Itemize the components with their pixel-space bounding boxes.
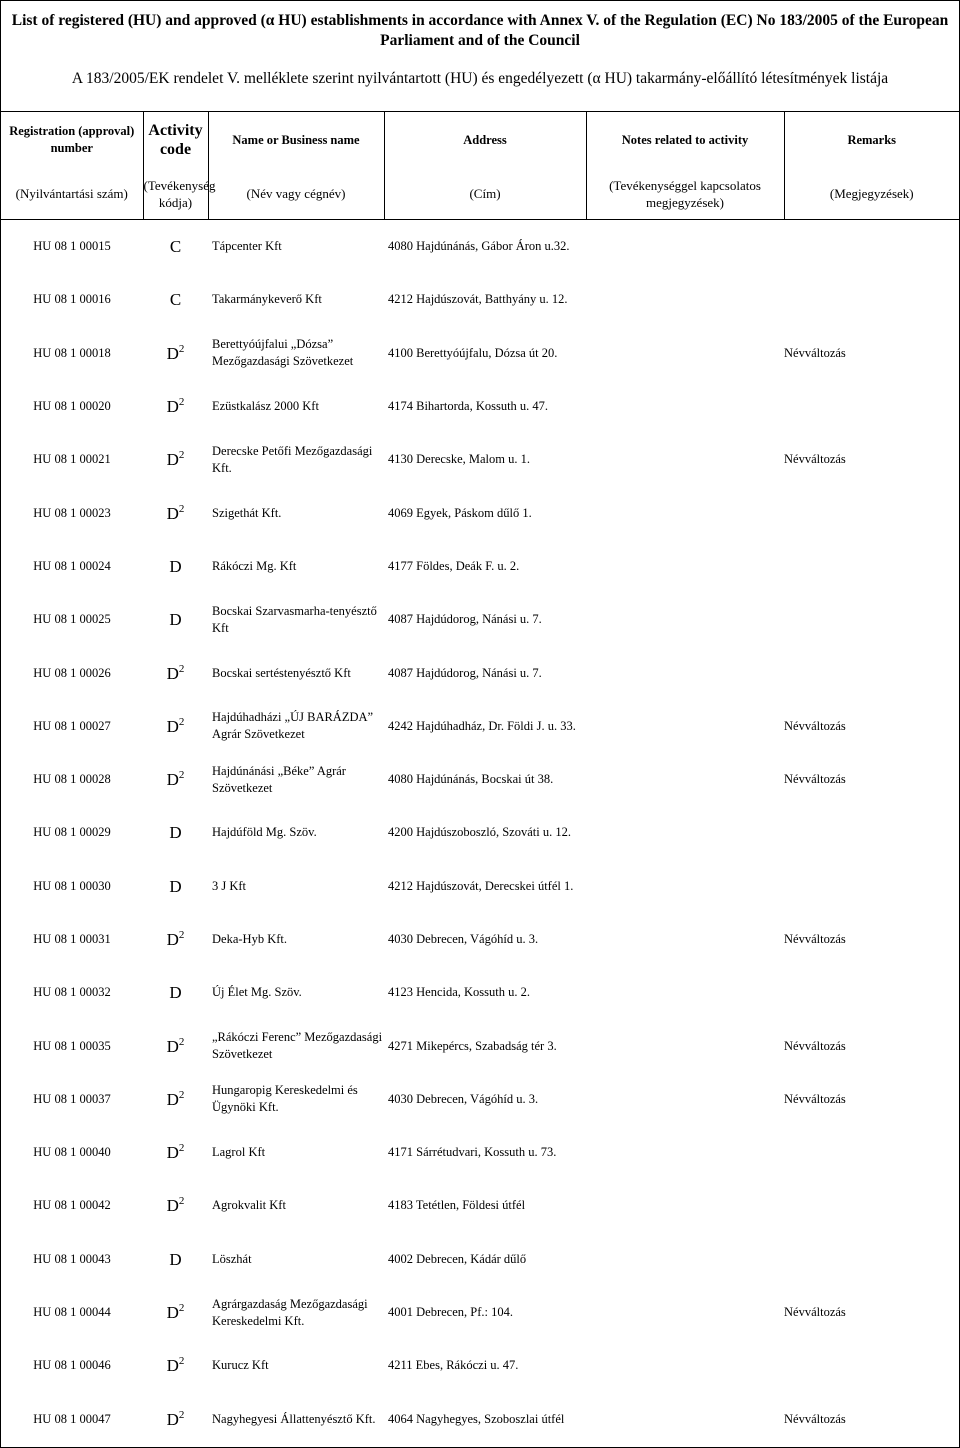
- remark: [784, 1126, 959, 1179]
- activity-code: [143, 1126, 208, 1179]
- table-row: [1, 540, 959, 593]
- remark: Névváltozás: [784, 772, 846, 787]
- activity-notes: [586, 860, 784, 913]
- remark: Névváltozás: [784, 452, 846, 467]
- activity-code-letter: D: [166, 1303, 179, 1323]
- activity-notes: [586, 1393, 784, 1446]
- remark: Névváltozás: [784, 718, 846, 733]
- address: 4069 Egyek, Páskom dűlő 1.: [388, 505, 532, 520]
- activity-code-letter: D: [166, 1196, 179, 1216]
- activity-code-letter: D: [169, 610, 182, 630]
- activity-notes: [586, 273, 784, 326]
- registration-number: HU 08 1 00023: [33, 505, 111, 520]
- activity-code: [143, 700, 208, 753]
- activity-code: [143, 1073, 208, 1126]
- remark: [784, 486, 959, 539]
- activity-code-superscript: 2: [178, 1088, 185, 1101]
- business-name: Kurucz Kft: [212, 1358, 269, 1373]
- col-subheader-remarks: (Megjegyzések): [784, 168, 959, 220]
- business-name: Lagrol Kft: [212, 1145, 266, 1160]
- address: 4001 Debrecen, Pf.: 104.: [388, 1305, 513, 1320]
- title-english: List of registered (HU) and approved (α HU) establishments in accordance with Annex V. of the Regulation (EC) No 183/2005 of the European Parliament and of the Council: [11, 12, 949, 49]
- activity-notes: [586, 1339, 784, 1392]
- activity-code-letter: D: [166, 450, 179, 470]
- registration-number: HU 08 1 00044: [33, 1305, 111, 1320]
- table-row: [1, 753, 959, 806]
- table-row: [1, 1233, 959, 1286]
- title-block: [1, 1, 959, 112]
- address: 4212 Hajdúszovát, Batthyány u. 12.: [388, 292, 568, 307]
- business-name: 3 J Kft: [212, 878, 247, 893]
- activity-code-letter: D: [169, 876, 182, 896]
- address: 4174 Bihartorda, Kossuth u. 47.: [388, 399, 549, 414]
- registration-number: HU 08 1 00025: [33, 612, 111, 627]
- activity-code-letter: D: [166, 1356, 179, 1376]
- registration-number: HU 08 1 00027: [33, 718, 111, 733]
- table-row: [1, 1286, 959, 1339]
- activity-code: [143, 327, 208, 380]
- col-header-registration: Registration (approval) number: [1, 112, 143, 168]
- registration-number: HU 08 1 00024: [33, 558, 111, 573]
- registration-number: HU 08 1 00015: [33, 239, 111, 254]
- activity-notes: [586, 486, 784, 539]
- business-name: Berettyóújfalui „Dózsa” Mezőgazdasági Szövetkezet: [212, 337, 354, 369]
- registration-number: HU 08 1 00037: [33, 1091, 111, 1106]
- activity-code-letter: D: [166, 1089, 179, 1109]
- activity-notes: [586, 540, 784, 593]
- business-name: Hajdúnánási „Béke” Agrár Szövetkezet: [212, 763, 346, 795]
- remark: [784, 860, 959, 913]
- remark: [784, 806, 959, 859]
- activity-notes: [586, 380, 784, 433]
- activity-code-superscript: 2: [178, 662, 185, 675]
- address: 4183 Tetétlen, Földesi útfél: [388, 1198, 526, 1213]
- business-name: Rákóczi Mg. Kft: [212, 558, 297, 573]
- activity-code: [143, 540, 208, 593]
- table-row: [1, 327, 959, 380]
- col-subheader-notes: (Tevékenységgel kapcsolatos megjegyzések): [586, 168, 784, 220]
- col-subheader-name: (Név vagy cégnév): [208, 168, 384, 220]
- address: 4211 Ebes, Rákóczi u. 47.: [388, 1358, 519, 1373]
- activity-notes: [586, 220, 784, 274]
- business-name: Bocskai Szarvasmarha-tenyésztő Kft: [212, 603, 377, 635]
- activity-code-superscript: 2: [178, 1302, 185, 1315]
- activity-code: [143, 1393, 208, 1446]
- table-row: [1, 806, 959, 859]
- activity-code-letter: C: [169, 290, 182, 310]
- activity-notes: [586, 1179, 784, 1232]
- activity-code: [143, 860, 208, 913]
- address: 4030 Debrecen, Vágóhíd u. 3.: [388, 1091, 539, 1106]
- remark: [784, 220, 959, 274]
- activity-notes: [586, 327, 784, 380]
- business-name: Szigethát Kft.: [212, 505, 282, 520]
- business-name: Nagyhegyesi Állattenyésztő Kft.: [212, 1411, 376, 1426]
- title-hungarian: A 183/2005/EK rendelet V. melléklete szerint nyilvántartott (HU) és engedélyezett (α HU) takarmány-előállító létesítmények listája: [71, 70, 889, 87]
- activity-code-letter: D: [166, 343, 179, 363]
- business-name: Hungaropig Kereskedelmi és Ügynöki Kft.: [212, 1083, 358, 1115]
- activity-code-letter: D: [166, 930, 179, 949]
- remark: [784, 1339, 959, 1392]
- activity-code-letter: D: [166, 716, 179, 736]
- remark: Névváltozás: [784, 1305, 846, 1320]
- activity-notes: [586, 806, 784, 859]
- activity-code: [143, 593, 208, 646]
- table-row: [1, 700, 959, 753]
- business-name: Hajdúföld Mg. Szöv.: [212, 825, 317, 840]
- table-row: [1, 433, 959, 486]
- table-row: [1, 1393, 959, 1446]
- registration-number: HU 08 1 00031: [33, 932, 111, 946]
- activity-code-letter: D: [169, 983, 182, 1003]
- activity-notes: [586, 913, 784, 966]
- activity-notes: [586, 1073, 784, 1126]
- activity-notes: [586, 1019, 784, 1072]
- table-row: [1, 486, 959, 539]
- activity-code-letter: D: [166, 503, 179, 523]
- table-row: [1, 1339, 959, 1392]
- table-row: [1, 220, 959, 274]
- registration-number: HU 08 1 00047: [33, 1411, 111, 1426]
- activity-code: [143, 1339, 208, 1392]
- table-row: [1, 593, 959, 646]
- col-header-remarks: Remarks: [847, 132, 897, 147]
- address: 4080 Hajdúnánás, Bocskai út 38.: [388, 772, 554, 787]
- activity-code-letter: D: [166, 1036, 179, 1056]
- activity-code: [143, 806, 208, 859]
- activity-code-letter: D: [166, 770, 179, 790]
- col-header-activity: Activity code: [143, 112, 208, 168]
- remark: [784, 273, 959, 326]
- remark: [784, 966, 959, 1019]
- establishments-table: [1, 112, 959, 1446]
- activity-code-superscript: 2: [178, 1195, 185, 1208]
- business-name: Derecske Petőfi Mezőgazdasági Kft.: [212, 443, 373, 475]
- business-name: Takarmánykeverő Kft: [212, 292, 322, 307]
- registration-number: HU 08 1 00018: [33, 345, 111, 360]
- col-subheader-address: (Cím): [384, 168, 586, 220]
- address: 4200 Hajdúszoboszló, Szováti u. 12.: [388, 825, 571, 840]
- address: 4271 Mikepércs, Szabadság tér 3.: [388, 1038, 557, 1053]
- address: 4064 Nagyhegyes, Szoboszlai útfél: [388, 1411, 565, 1426]
- activity-code-superscript: 2: [178, 342, 185, 355]
- activity-code: [143, 1179, 208, 1232]
- address: 4030 Debrecen, Vágóhíd u. 3.: [388, 932, 539, 946]
- table-row: [1, 860, 959, 913]
- activity-code-superscript: 2: [178, 1408, 185, 1421]
- table-row: [1, 646, 959, 699]
- activity-code: [143, 1019, 208, 1072]
- business-name: Deka-Hyb Kft.: [212, 932, 287, 946]
- activity-notes: [586, 1126, 784, 1179]
- activity-code-letter: D: [166, 1409, 179, 1429]
- registration-number: HU 08 1 00030: [33, 878, 111, 893]
- activity-notes: [586, 646, 784, 699]
- activity-code-superscript: 2: [178, 715, 185, 728]
- activity-code: [143, 753, 208, 806]
- address: 4087 Hajdúdorog, Nánási u. 7.: [388, 612, 542, 627]
- address: 4087 Hajdúdorog, Nánási u. 7.: [388, 665, 542, 680]
- table-row: [1, 1073, 959, 1126]
- business-name: Tápcenter Kft: [212, 239, 282, 254]
- business-name: Löszhát: [212, 1251, 252, 1266]
- remark: Névváltozás: [784, 932, 846, 946]
- activity-notes: [586, 753, 784, 806]
- table-row: [1, 380, 959, 433]
- table-body: [1, 220, 959, 1446]
- activity-code-letter: D: [166, 1143, 179, 1163]
- remark: Névváltozás: [784, 1038, 846, 1053]
- address: 4123 Hencida, Kossuth u. 2.: [388, 985, 530, 1000]
- col-header-address: Address: [384, 112, 586, 168]
- address: 4100 Berettyóújfalu, Dózsa út 20.: [388, 345, 558, 360]
- activity-code-superscript: 2: [178, 1355, 185, 1368]
- col-subheader-registration: (Nyilvántartási szám): [1, 168, 143, 220]
- remark: [784, 646, 959, 699]
- activity-code: [143, 1286, 208, 1339]
- activity-code-superscript: 2: [178, 929, 185, 941]
- business-name: Bocskai sertéstenyésztő Kft: [212, 665, 351, 680]
- remark: Névváltozás: [784, 1411, 846, 1426]
- activity-code-letter: D: [169, 1249, 182, 1269]
- activity-code-superscript: 2: [178, 1142, 185, 1155]
- activity-code-superscript: 2: [178, 502, 185, 515]
- activity-notes: [586, 1233, 784, 1286]
- remark: Névváltozás: [784, 345, 846, 360]
- header-row-english: [1, 112, 959, 168]
- remark: [784, 1233, 959, 1286]
- registration-number: HU 08 1 00028: [33, 772, 111, 787]
- activity-code-letter: D: [169, 823, 182, 843]
- activity-code-superscript: 2: [178, 449, 185, 462]
- activity-code-letter: D: [166, 397, 179, 417]
- table-row: [1, 1019, 959, 1072]
- remark: [784, 540, 959, 593]
- registration-number: HU 08 1 00026: [33, 665, 111, 680]
- business-name: Ezüstkalász 2000 Kft: [212, 399, 319, 414]
- activity-code-superscript: 2: [178, 396, 185, 409]
- table-row: [1, 273, 959, 326]
- col-header-notes: Notes related to activity: [586, 112, 784, 168]
- activity-code: [143, 273, 208, 326]
- activity-code-superscript: 2: [178, 769, 185, 782]
- address: 4177 Földes, Deák F. u. 2.: [388, 558, 520, 573]
- address: 4242 Hajdúhadház, Dr. Földi J. u. 33.: [388, 718, 576, 733]
- remark: [784, 593, 959, 646]
- activity-notes: [586, 966, 784, 1019]
- activity-code: [143, 486, 208, 539]
- activity-notes: [586, 433, 784, 486]
- registration-number: HU 08 1 00020: [33, 399, 111, 414]
- col-subheader-activity: (Tevékenység kódja): [143, 168, 208, 220]
- col-header-name: Name or Business name: [208, 112, 384, 168]
- header-row-hungarian: [1, 168, 959, 220]
- activity-code: [143, 966, 208, 1019]
- address: 4130 Derecske, Malom u. 1.: [388, 452, 530, 467]
- remark: [784, 380, 959, 433]
- activity-code: [143, 433, 208, 486]
- registration-number: HU 08 1 00040: [33, 1145, 111, 1160]
- registration-number: HU 08 1 00032: [33, 985, 111, 1000]
- registration-number: HU 08 1 00046: [33, 1358, 111, 1373]
- registration-number: HU 08 1 00021: [33, 452, 111, 467]
- activity-code-letter: C: [169, 237, 182, 257]
- activity-code: [143, 220, 208, 274]
- registration-number: HU 08 1 00016: [33, 292, 111, 307]
- business-name: Agrokvalit Kft: [212, 1198, 286, 1213]
- table-row: [1, 913, 959, 966]
- activity-code-superscript: 2: [178, 1035, 185, 1048]
- activity-code: [143, 913, 208, 966]
- remark: Névváltozás: [784, 1091, 846, 1106]
- business-name: Agrárgazdaság Mezőgazdasági Kereskedelmi Kft.: [212, 1296, 368, 1328]
- business-name: „Rákóczi Ferenc” Mezőgazdasági Szövetkezet: [212, 1030, 383, 1062]
- registration-number: HU 08 1 00043: [33, 1251, 111, 1266]
- activity-code: [143, 646, 208, 699]
- activity-notes: [586, 1286, 784, 1339]
- business-name: Hajdúhadházi „ÚJ BARÁZDA” Agrár Szövetkezet: [212, 710, 374, 742]
- table-row: [1, 1126, 959, 1179]
- registration-number: HU 08 1 00042: [33, 1198, 111, 1213]
- table-row: [1, 966, 959, 1019]
- activity-code: [143, 380, 208, 433]
- activity-notes: [586, 700, 784, 753]
- business-name: Új Élet Mg. Szöv.: [212, 985, 302, 1000]
- activity-notes: [586, 593, 784, 646]
- table-row: [1, 1179, 959, 1232]
- activity-code-letter: D: [169, 556, 182, 576]
- address: 4080 Hajdúnánás, Gábor Áron u.32.: [388, 239, 570, 254]
- address: 4212 Hajdúszovát, Derecskei útfél 1.: [388, 878, 574, 893]
- registration-number: HU 08 1 00029: [33, 825, 111, 840]
- registration-number: HU 08 1 00035: [33, 1038, 111, 1053]
- address: 4171 Sárrétudvari, Kossuth u. 73.: [388, 1145, 557, 1160]
- activity-code-letter: D: [166, 663, 179, 683]
- address: 4002 Debrecen, Kádár dűlő: [388, 1251, 527, 1266]
- remark: [784, 1179, 959, 1232]
- activity-code: [143, 1233, 208, 1286]
